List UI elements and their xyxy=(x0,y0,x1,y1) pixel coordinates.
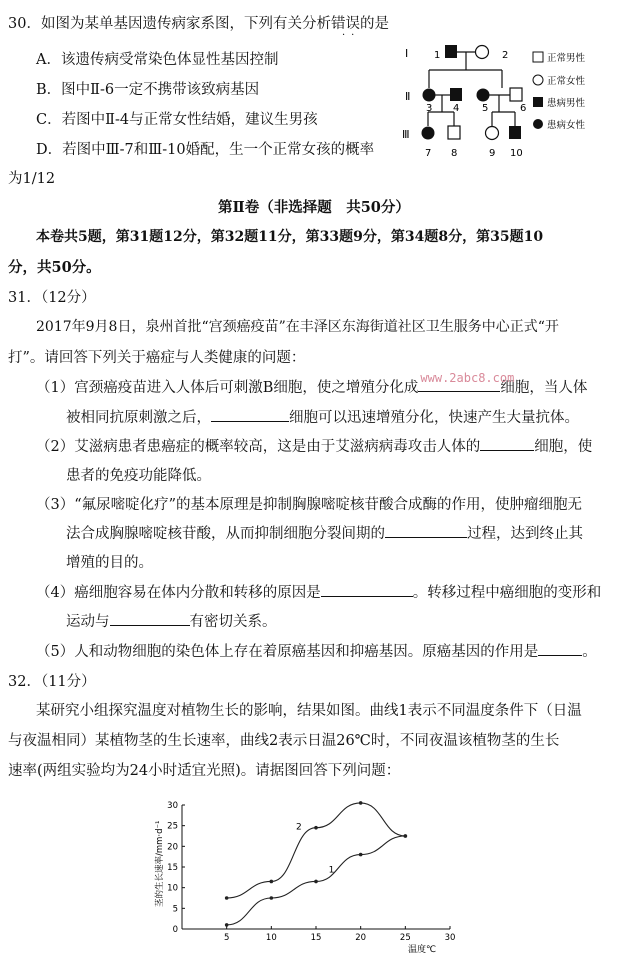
y-tick-label: 30 xyxy=(167,801,178,811)
legend-affected-female-icon xyxy=(533,119,543,129)
q31-sub1-cont: 被相同抗原刺激之后， 细胞可以迅速增殖分化，快速产生大量抗体。 xyxy=(66,406,579,427)
pedigree-num: 10 xyxy=(510,148,523,159)
x-tick-label: 15 xyxy=(310,933,322,943)
pedigree-num: 3 xyxy=(426,103,433,114)
pedigree-iii9 xyxy=(486,127,499,140)
legend-label: 正常男性 xyxy=(547,53,586,64)
emphasis-dots: ·· xyxy=(342,30,361,41)
legend-normal-female-icon xyxy=(533,75,543,85)
q31-sub3-end: 增殖的目的。 xyxy=(66,555,153,571)
answer-blank[interactable] xyxy=(418,371,515,392)
series-1-point xyxy=(225,923,229,927)
pedigree-i2 xyxy=(476,46,489,59)
q32-header: 32．（11分） xyxy=(8,674,96,690)
pedigree-iii8 xyxy=(448,126,460,139)
answer-blank[interactable] xyxy=(480,436,534,451)
q31-sub4: （4）癌细胞容易在体内分散和转移的原因是 。转移过程中癌细胞的变形和 xyxy=(36,581,601,602)
answer-blank[interactable] xyxy=(211,407,289,422)
pedigree-num: 9 xyxy=(489,148,496,159)
q31-para-cont: 打”。请回答下列关于癌症与人类健康的问题： xyxy=(8,350,306,366)
pedigree-num: 5 xyxy=(482,103,489,114)
legend-affected-male-icon xyxy=(533,97,543,107)
x-tick-label: 5 xyxy=(223,933,230,943)
watermark: www.2abc8.com xyxy=(420,371,515,385)
section-intro: 本卷共5题，第31题12分，第32题11分，第33题9分，第34题8分，第35题10 xyxy=(36,229,544,245)
q31-sub1: （1）宫颈癌疫苗进入人体后可刺激B细胞，使之增殖分化成 www.2abc8.com 细胞，当人体 xyxy=(36,371,588,396)
pedigree-iii10 xyxy=(509,126,521,139)
q30-option-a: A．该遗传病受常染色体显性基因控制 xyxy=(36,52,279,68)
series-2-point xyxy=(270,880,274,884)
pedigree-ii4 xyxy=(450,88,462,101)
gen-label-3: Ⅲ xyxy=(402,128,410,141)
pedigree-ii3 xyxy=(423,89,436,102)
q31-sub3-cont: 法合成胸腺嘧啶核苷酸，从而抑制细胞分裂间期的 过程，达到终止其 xyxy=(66,522,583,543)
legend-label: 患病男性 xyxy=(547,98,586,109)
series-2-line xyxy=(227,803,406,898)
gen-label-1: Ⅰ xyxy=(405,47,409,60)
pedigree-num: 2 xyxy=(502,50,509,61)
series-1-point xyxy=(270,896,274,900)
answer-blank[interactable] xyxy=(321,582,413,597)
series-1-point xyxy=(359,853,363,857)
x-tick-label: 10 xyxy=(265,933,277,943)
growth-rate-chart xyxy=(150,795,460,955)
q30-stem: 30．如图为某单基因遗传病家系图，下列有关分析错误的是 xyxy=(8,16,389,32)
q31-sub3: （3）“氟尿嘧啶化疗”的基本原理是抑制胸腺嘧啶核苷酸合成酶的作用，使肿瘤细胞无 xyxy=(36,497,583,513)
series-2-label: 2 xyxy=(296,822,302,833)
y-tick-label: 15 xyxy=(167,863,178,873)
y-tick-label: 10 xyxy=(167,883,178,894)
q31-sub2: （2）艾滋病患者患癌症的概率较高，这是由于艾滋病病毒攻击人体的 细胞，使 xyxy=(36,435,592,456)
gen-label-2: Ⅱ xyxy=(405,90,411,103)
q31-header: 31．（12分） xyxy=(8,290,96,306)
q30-option-b: B．图中Ⅱ-6一定不携带该致病基因 xyxy=(36,82,260,98)
legend-label: 患病女性 xyxy=(547,120,586,131)
q31-sub4-cont: 运动与 有密切关系。 xyxy=(66,610,277,631)
y-axis-label: 茎的生长速率/mm·d⁻¹ xyxy=(155,820,165,907)
pedigree-ii5 xyxy=(477,89,490,102)
answer-blank[interactable] xyxy=(385,523,467,538)
q30-option-d: D．若图中Ⅲ-7和Ⅲ-10婚配，生一个正常女孩的概率 xyxy=(36,142,375,158)
x-axis-label: 温度℃ xyxy=(408,945,437,955)
pedigree-num: 7 xyxy=(425,148,432,159)
pedigree-iii7 xyxy=(422,127,435,140)
legend-label: 正常女性 xyxy=(547,76,586,87)
legend-normal-male-icon xyxy=(533,52,543,62)
section-title: 第Ⅱ卷（非选择题 共50分） xyxy=(218,199,410,216)
q31-sub2-cont: 患者的免疫功能降低。 xyxy=(66,468,211,484)
series-2-point xyxy=(225,896,229,900)
answer-blank[interactable] xyxy=(538,641,582,656)
series-2-point xyxy=(404,834,408,838)
q30-option-d-cont: 为1/12 xyxy=(8,171,56,187)
q32-para: 某研究小组探究温度对植物生长的影响，结果如图。曲线1表示不同温度条件下（日温 xyxy=(36,703,582,719)
pedigree-i1 xyxy=(445,45,457,58)
y-tick-label: 20 xyxy=(167,842,178,853)
q32-para-end: 速率(两组实验均为24小时适宜光照)。请据图回答下列问题： xyxy=(8,763,401,779)
answer-blank[interactable] xyxy=(110,611,190,626)
q30-option-c: C．若图中Ⅱ-4与正常女性结婚，建议生男孩 xyxy=(36,112,318,128)
x-tick-label: 20 xyxy=(355,933,367,943)
series-1-point xyxy=(314,880,318,884)
pedigree-num: 6 xyxy=(520,103,527,114)
series-2-point xyxy=(359,801,363,805)
pedigree-num: 8 xyxy=(451,148,458,159)
pedigree-num: 1 xyxy=(434,50,441,61)
y-tick-label: 5 xyxy=(172,904,178,915)
q31-para: 2017年9月8日，泉州首批“宫颈癌疫苗”在丰泽区东海街道社区卫生服务中心正式“开 xyxy=(36,319,559,335)
section-intro-cont: 分，共50分。 xyxy=(8,259,101,276)
series-2-point xyxy=(314,826,318,830)
y-tick-label: 0 xyxy=(172,925,178,935)
pedigree-diagram xyxy=(400,40,610,165)
pedigree-num: 4 xyxy=(453,103,460,114)
series-1-label: 1 xyxy=(328,865,335,876)
q31-sub5: （5）人和动物细胞的染色体上存在着原癌基因和抑癌基因。原癌基因的作用是 。 xyxy=(36,640,597,661)
q32-para-cont: 与夜温相同）某植物茎的生长速率，曲线2表示日温26℃时，不同夜温该植物茎的生长 xyxy=(8,733,560,749)
pedigree-ii6 xyxy=(510,88,522,101)
y-tick-label: 25 xyxy=(167,821,178,832)
x-tick-label: 30 xyxy=(444,933,456,943)
x-tick-label: 25 xyxy=(399,933,411,943)
